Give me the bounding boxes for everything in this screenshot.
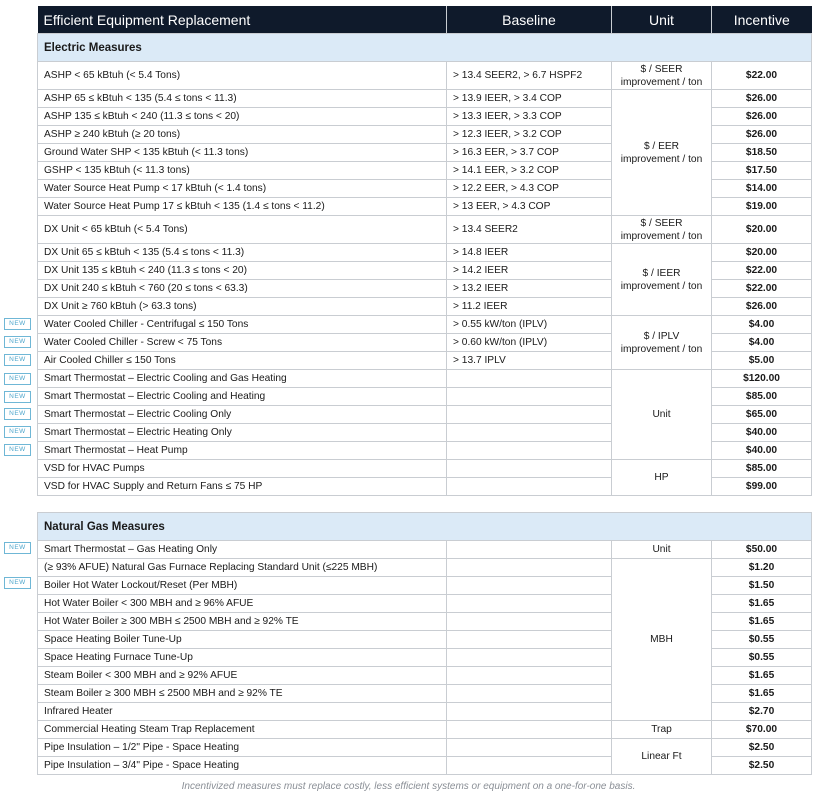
incentive-cell: $2.50 [712, 739, 812, 757]
measure-cell: DX Unit 135 ≤ kBtuh < 240 (11.3 ≤ tons < 20) [38, 262, 447, 280]
measure-cell: Steam Boiler ≥ 300 MBH ≤ 2500 MBH and ≥ 92% TE [38, 685, 447, 703]
incentive-cell: $40.00 [712, 424, 812, 442]
measure-cell: Water Cooled Chiller - Screw < 75 Tons [38, 334, 447, 352]
gas-section-title: Natural Gas Measures [38, 513, 812, 541]
baseline-cell [447, 460, 612, 478]
baseline-cell [447, 406, 612, 424]
baseline-cell: > 13.7 IPLV [447, 352, 612, 370]
incentive-cell: $4.00 [712, 316, 812, 334]
baseline-cell: > 13.4 SEER2 [447, 216, 612, 244]
header-baseline: Baseline [447, 6, 612, 34]
incentive-cell: $40.00 [712, 442, 812, 460]
baseline-cell: > 14.1 EER, > 3.2 COP [447, 162, 612, 180]
measure-cell: Space Heating Furnace Tune-Up [38, 649, 447, 667]
baseline-cell [447, 757, 612, 775]
baseline-cell [447, 667, 612, 685]
unit-cell: Unit [612, 541, 712, 559]
footnote: Incentivized measures must replace costly, less efficient systems or equipment on a one-for-one basis. [181, 781, 636, 792]
incentive-cell: $4.00 [712, 334, 812, 352]
measure-cell: Smart Thermostat – Gas Heating Only [38, 541, 447, 559]
measure-cell: Commercial Heating Steam Trap Replacement [38, 721, 447, 739]
incentive-cell: $19.00 [712, 198, 812, 216]
incentive-cell: $85.00 [712, 388, 812, 406]
baseline-cell [447, 559, 612, 577]
incentive-cell: $26.00 [712, 126, 812, 144]
incentive-cell: $1.65 [712, 595, 812, 613]
baseline-cell: > 11.2 IEER [447, 298, 612, 316]
table-row [38, 90, 812, 108]
measure-cell: Smart Thermostat – Electric Cooling and Heating [38, 388, 447, 406]
incentive-cell: $20.00 [712, 216, 812, 244]
header-incentive: Incentive [712, 6, 812, 34]
header-row [38, 6, 812, 34]
table-row [38, 739, 812, 757]
natural-gas-measures-table [37, 512, 812, 775]
baseline-cell: > 13.9 IEER, > 3.4 COP [447, 90, 612, 108]
table-row [38, 62, 812, 90]
measure-cell: Water Cooled Chiller - Centrifugal ≤ 150 Tons [38, 316, 447, 334]
measure-cell: ASHP < 65 kBtuh (< 5.4 Tons) [38, 62, 447, 90]
unit-cell: MBH [612, 559, 712, 721]
measure-cell: Smart Thermostat – Electric Cooling Only [38, 406, 447, 424]
incentive-cell: $26.00 [712, 90, 812, 108]
measure-cell: Smart Thermostat – Heat Pump [38, 442, 447, 460]
measure-cell: ASHP 135 ≤ kBtuh < 240 (11.3 ≤ tons < 20) [38, 108, 447, 126]
measure-cell: Hot Water Boiler < 300 MBH and ≥ 96% AFUE [38, 595, 447, 613]
measure-cell: DX Unit ≥ 760 kBtuh (> 63.3 tons) [38, 298, 447, 316]
header-measure: Efficient Equipment Replacement [38, 6, 447, 34]
new-badge: NEW [4, 542, 31, 554]
incentive-cell: $1.65 [712, 613, 812, 631]
incentive-cell: $2.50 [712, 757, 812, 775]
measure-cell: ASHP 65 ≤ kBtuh < 135 (5.4 ≤ tons < 11.3) [38, 90, 447, 108]
baseline-cell: > 13.4 SEER2, > 6.7 HSPF2 [447, 62, 612, 90]
incentive-cell: $5.00 [712, 352, 812, 370]
incentive-cell: $26.00 [712, 108, 812, 126]
measure-cell: Space Heating Boiler Tune-Up [38, 631, 447, 649]
incentive-cell: $1.65 [712, 667, 812, 685]
measure-cell: Hot Water Boiler ≥ 300 MBH ≤ 2500 MBH and ≥ 92% TE [38, 613, 447, 631]
measure-cell: Boiler Hot Water Lockout/Reset (Per MBH) [38, 577, 447, 595]
baseline-cell [447, 478, 612, 496]
new-badge: NEW [4, 318, 31, 330]
measure-cell: Pipe Insulation – 3/4" Pipe - Space Heating [38, 757, 447, 775]
measure-cell: GSHP < 135 kBtuh (< 11.3 tons) [38, 162, 447, 180]
incentive-cell: $22.00 [712, 280, 812, 298]
baseline-cell: > 12.2 EER, > 4.3 COP [447, 180, 612, 198]
measure-cell: DX Unit 65 ≤ kBtuh < 135 (5.4 ≤ tons < 11.3) [38, 244, 447, 262]
table-row [38, 541, 812, 559]
baseline-cell: > 0.60 kW/ton (IPLV) [447, 334, 612, 352]
baseline-cell: > 13.3 IEER, > 3.3 COP [447, 108, 612, 126]
incentive-cell: $120.00 [712, 370, 812, 388]
baseline-cell [447, 388, 612, 406]
table-row [38, 721, 812, 739]
unit-cell: HP [612, 460, 712, 496]
electric-section-title: Electric Measures [38, 34, 812, 62]
measure-cell: Pipe Insulation – 1/2" Pipe - Space Heating [38, 739, 447, 757]
incentive-cell: $22.00 [712, 62, 812, 90]
baseline-cell [447, 595, 612, 613]
baseline-cell [447, 631, 612, 649]
measure-cell: Ground Water SHP < 135 kBtuh (< 11.3 tons) [38, 144, 447, 162]
unit-cell: Unit [612, 370, 712, 460]
measure-cell: VSD for HVAC Supply and Return Fans ≤ 75 HP [38, 478, 447, 496]
measure-cell: ASHP ≥ 240 kBtuh (≥ 20 tons) [38, 126, 447, 144]
incentive-cell: $14.00 [712, 180, 812, 198]
baseline-cell [447, 613, 612, 631]
baseline-cell [447, 685, 612, 703]
unit-cell: Trap [612, 721, 712, 739]
baseline-cell: > 16.3 EER, > 3.7 COP [447, 144, 612, 162]
measure-cell: Water Source Heat Pump 17 ≤ kBtuh < 135 (1.4 ≤ tons < 11.2) [38, 198, 447, 216]
incentive-cell: $70.00 [712, 721, 812, 739]
baseline-cell [447, 703, 612, 721]
measure-cell: DX Unit < 65 kBtuh (< 5.4 Tons) [38, 216, 447, 244]
unit-cell: $ / SEER improvement / ton [612, 62, 712, 90]
incentive-cell: $1.20 [712, 559, 812, 577]
measure-cell: DX Unit 240 ≤ kBtuh < 760 (20 ≤ tons < 63.3) [38, 280, 447, 298]
new-badge: NEW [4, 354, 31, 366]
baseline-cell [447, 577, 612, 595]
baseline-cell: > 12.3 IEER, > 3.2 COP [447, 126, 612, 144]
measure-cell: (≥ 93% AFUE) Natural Gas Furnace Replacing Standard Unit (≤225 MBH) [38, 559, 447, 577]
incentive-cell: $26.00 [712, 298, 812, 316]
new-badge: NEW [4, 408, 31, 420]
measure-cell: Smart Thermostat – Electric Heating Only [38, 424, 447, 442]
new-badge: NEW [4, 577, 31, 589]
baseline-cell [447, 649, 612, 667]
header-unit: Unit [612, 6, 712, 34]
table-row [38, 370, 812, 388]
measure-cell: Infrared Heater [38, 703, 447, 721]
incentive-cell: $2.70 [712, 703, 812, 721]
table-row [38, 460, 812, 478]
measure-cell: Steam Boiler < 300 MBH and ≥ 92% AFUE [38, 667, 447, 685]
new-badge: NEW [4, 373, 31, 385]
measure-cell: Air Cooled Chiller ≤ 150 Tons [38, 352, 447, 370]
section-row [38, 513, 812, 541]
incentive-cell: $1.65 [712, 685, 812, 703]
unit-cell: $ / IPLV improvement / ton [612, 316, 712, 370]
baseline-cell [447, 370, 612, 388]
measure-cell: Smart Thermostat – Electric Cooling and Gas Heating [38, 370, 447, 388]
incentive-cell: $0.55 [712, 649, 812, 667]
baseline-cell: > 13.2 IEER [447, 280, 612, 298]
new-badge: NEW [4, 391, 31, 403]
incentive-cell: $22.00 [712, 262, 812, 280]
incentive-cell: $99.00 [712, 478, 812, 496]
new-badge: NEW [4, 444, 31, 456]
incentive-cell: $18.50 [712, 144, 812, 162]
incentive-cell: $1.50 [712, 577, 812, 595]
section-row [38, 34, 812, 62]
incentive-cell: $65.00 [712, 406, 812, 424]
table-row [38, 316, 812, 334]
baseline-cell: > 14.8 IEER [447, 244, 612, 262]
new-badge: NEW [4, 336, 31, 348]
unit-cell: $ / SEER improvement / ton [612, 216, 712, 244]
incentive-cell: $85.00 [712, 460, 812, 478]
baseline-cell [447, 424, 612, 442]
measure-cell: VSD for HVAC Pumps [38, 460, 447, 478]
incentive-cell: $17.50 [712, 162, 812, 180]
unit-cell: $ / EER improvement / ton [612, 90, 712, 216]
unit-cell: $ / IEER improvement / ton [612, 244, 712, 316]
baseline-cell: > 0.55 kW/ton (IPLV) [447, 316, 612, 334]
table-row [38, 559, 812, 577]
baseline-cell: > 14.2 IEER [447, 262, 612, 280]
measure-cell: Water Source Heat Pump < 17 kBtuh (< 1.4 tons) [38, 180, 447, 198]
table-row [38, 244, 812, 262]
table-row [38, 216, 812, 244]
unit-cell: Linear Ft [612, 739, 712, 775]
baseline-cell [447, 739, 612, 757]
baseline-cell [447, 442, 612, 460]
baseline-cell: > 13 EER, > 4.3 COP [447, 198, 612, 216]
incentive-cell: $50.00 [712, 541, 812, 559]
baseline-cell [447, 541, 612, 559]
incentive-cell: $0.55 [712, 631, 812, 649]
electric-measures-table [37, 6, 812, 496]
new-badge: NEW [4, 426, 31, 438]
incentive-cell: $20.00 [712, 244, 812, 262]
baseline-cell [447, 721, 612, 739]
